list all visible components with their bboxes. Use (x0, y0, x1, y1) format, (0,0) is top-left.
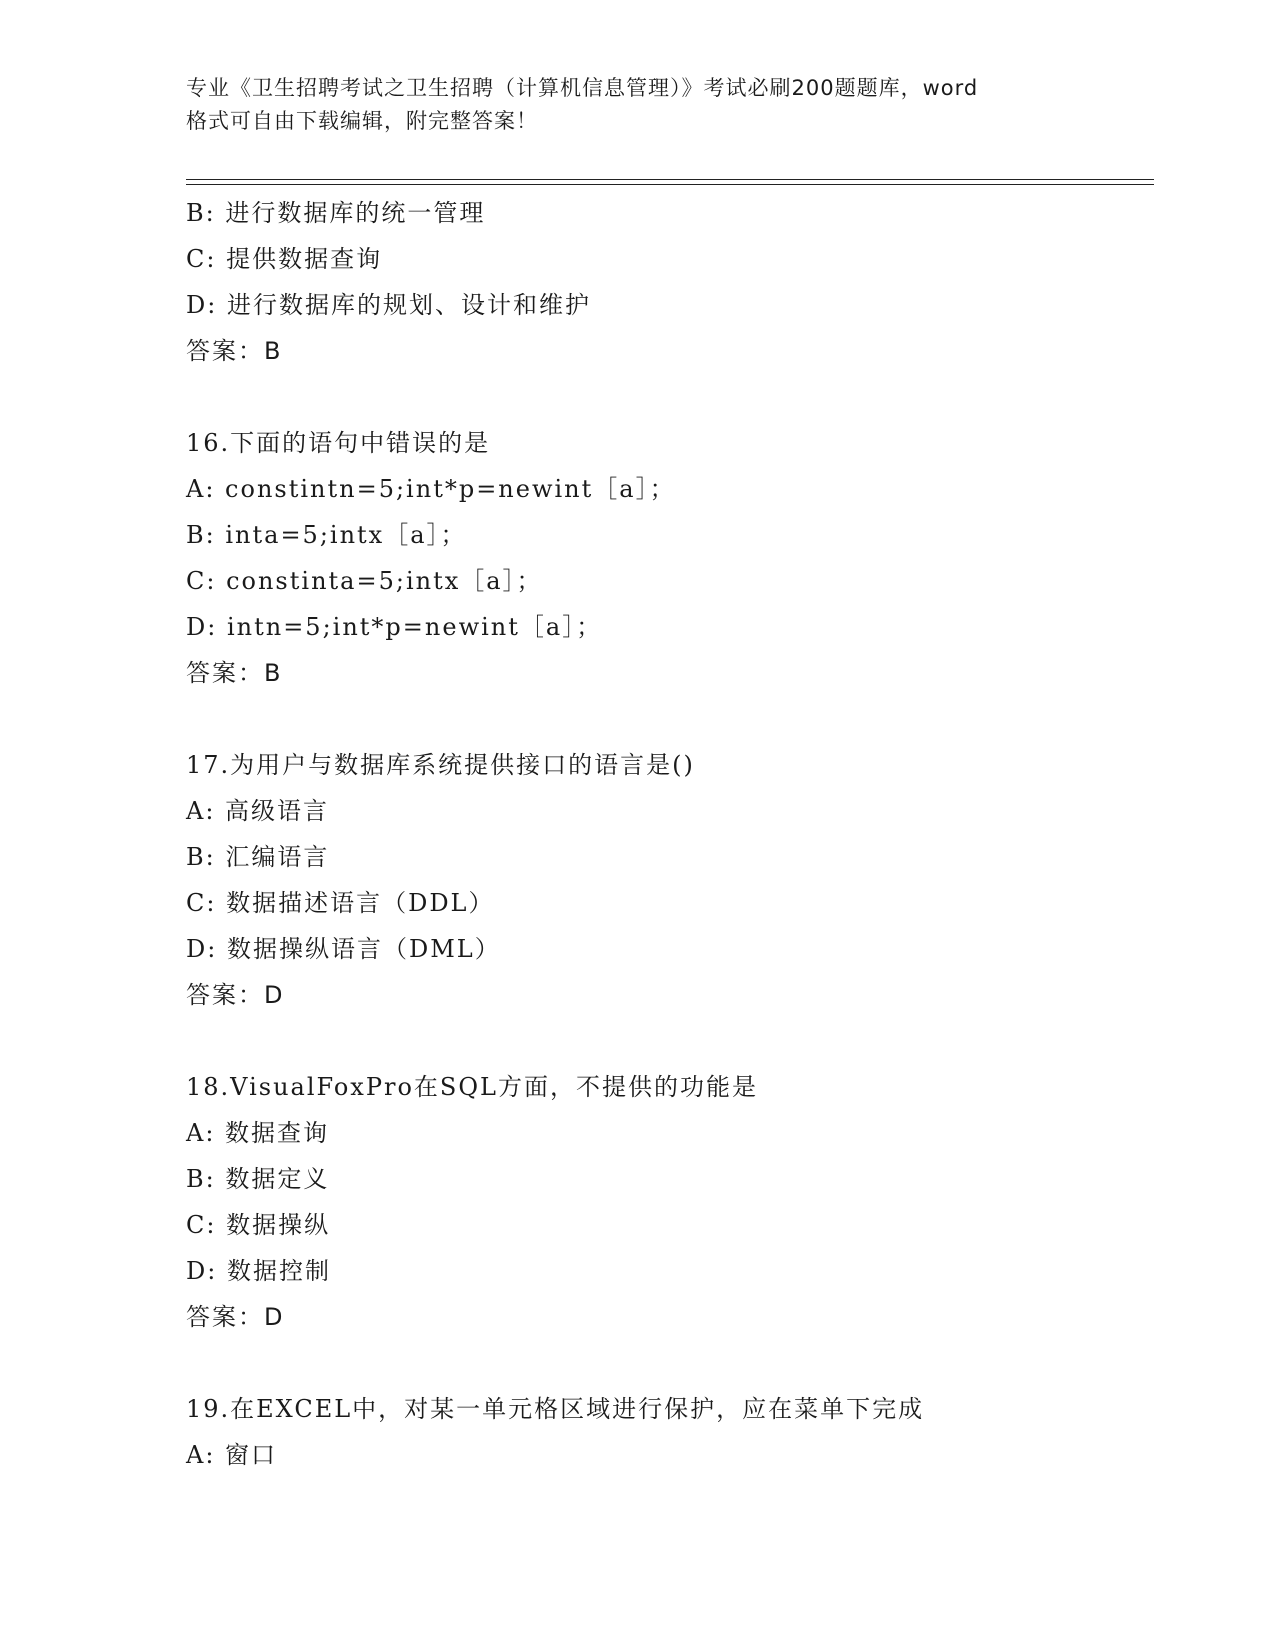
question-18-option-c: C: 数据操纵 (186, 1211, 331, 1239)
question-18-option-d: D: 数据控制 (186, 1257, 331, 1285)
question-16-stem: 16.下面的语句中错误的是 (186, 429, 491, 457)
question-15-option-b: B: 进行数据库的统一管理 (186, 199, 486, 227)
question-17-option-c: C: 数据描述语言（DDL） (186, 889, 495, 917)
question-18-answer: 答案：D (186, 1303, 285, 1331)
header-title-line-2: 格式可自由下载编辑，附完整答案！ (186, 109, 538, 133)
question-17-option-b: B: 汇编语言 (186, 843, 330, 871)
question-15-answer: 答案：B (186, 337, 283, 365)
question-18-option-b: B: 数据定义 (186, 1165, 330, 1193)
document-header (186, 72, 1086, 138)
spacer (186, 696, 1154, 742)
spacer (186, 1340, 1154, 1386)
question-list (186, 190, 1154, 1478)
question-15-option-d: D: 进行数据库的规划、设计和维护 (186, 291, 591, 319)
question-17-answer: 答案：D (186, 981, 285, 1009)
question-18-stem: 18.VisualFoxPro在SQL方面，不提供的功能是 (186, 1073, 758, 1101)
header-title-line-1: 专业《卫生招聘考试之卫生招聘（计算机信息管理）》考试必刷200题题库，word (186, 76, 979, 100)
question-17 (186, 742, 1154, 1018)
question-18-option-a: A: 数据查询 (186, 1119, 330, 1147)
question-16 (186, 420, 1154, 696)
spacer (186, 374, 1154, 420)
question-17-option-a: A: 高级语言 (186, 797, 330, 825)
question-16-option-b: B: inta=5;intx［a］； (186, 521, 467, 549)
header-divider-top (186, 179, 1154, 180)
question-19-option-a: A: 窗口 (186, 1441, 278, 1469)
question-19-stem: 19.在EXCEL中，对某一单元格区域进行保护，应在菜单下完成 (186, 1395, 925, 1423)
question-16-option-d: D: intn=5;int*p=newint［a］； (186, 613, 603, 641)
question-19 (186, 1386, 1154, 1478)
header-divider-bottom (186, 184, 1154, 185)
question-15 (186, 190, 1154, 374)
question-16-option-a: A: constintn=5;int*p=newint［a］； (186, 475, 676, 503)
question-16-answer: 答案：B (186, 659, 283, 687)
question-16-option-c: C: constinta=5;intx［a］； (186, 567, 543, 595)
spacer (186, 1018, 1154, 1064)
question-17-stem: 17.为用户与数据库系统提供接口的语言是() (186, 751, 695, 779)
question-15-option-c: C: 提供数据查询 (186, 245, 383, 273)
question-17-option-d: D: 数据操纵语言（DML） (186, 935, 501, 963)
question-18 (186, 1064, 1154, 1340)
